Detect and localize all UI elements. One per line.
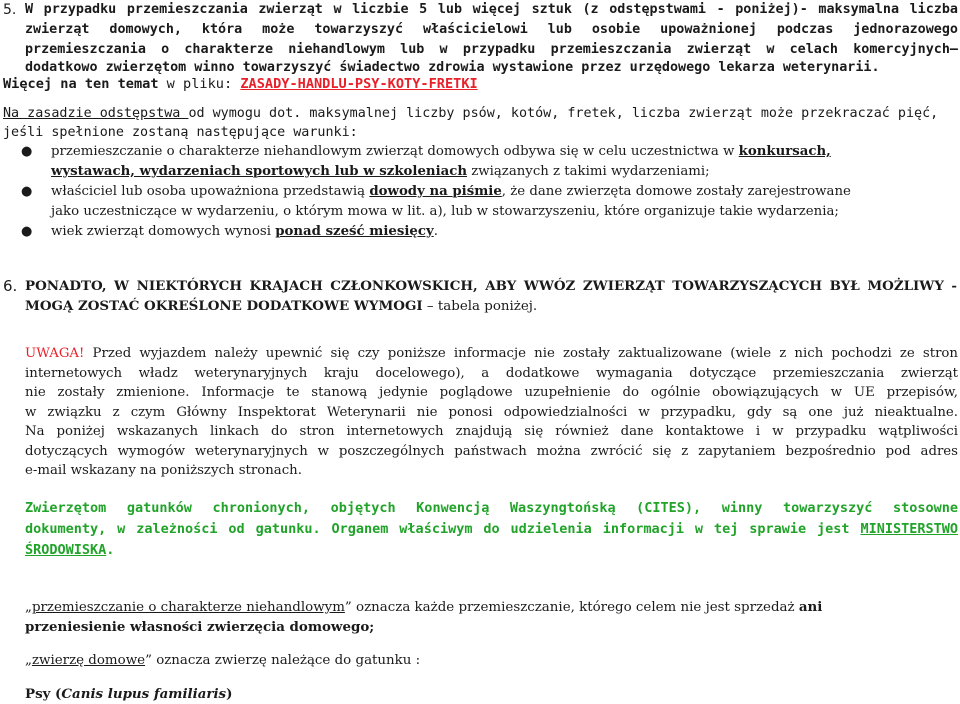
list-item-text-post: , że dane zwierzęta domowe zostały zarejestrowane <box>501 184 851 199</box>
definition-term: przemieszczanie o charakterze niehandlowym <box>31 600 345 615</box>
list-item-text <box>51 182 911 221</box>
ministry-link-part-2[interactable]: ŚRODOWISKA <box>25 542 107 558</box>
species-dogs <box>25 684 958 704</box>
warning-label: UWAGA! <box>25 346 85 361</box>
item-5-line-2: zwierząt domowych, która może towarzyszyć właścicielowi lub osobie upoważnionej podczas jednorazowego <box>25 22 958 37</box>
item-6-line-2 <box>25 296 957 317</box>
cites-line-3 <box>25 540 958 561</box>
list-item-text <box>51 222 911 242</box>
open-quote: „ <box>25 600 32 615</box>
list-item-text-post: związanych z takimi wydarzeniami; <box>467 163 710 179</box>
more-info-line <box>3 76 478 92</box>
list-item-emphasis: konkursach, <box>738 144 831 159</box>
list-item-emphasis: wystawach, wydarzeniach sportowych lub w szkoleniach <box>51 163 468 179</box>
warning-line-5: Na poniżej wskazanych linkach do stron internetowych znajdują się również dane kontaktowe i w przypadku wątpliwości <box>25 424 958 439</box>
list-item-text <box>51 142 911 181</box>
cites-line-1: Zwierzętom gatunków chronionych, objętych Konwencją Waszyngtońską (CITES), winny towarzyszyć stosowne <box>25 500 958 516</box>
exception-underlined: Na zasadzie odstępstwa <box>3 106 189 121</box>
definition-term: zwierzę domowe <box>31 653 146 668</box>
cites-line-2 <box>25 519 958 540</box>
species-latin-name: Canis lupus familiaris <box>61 686 227 702</box>
cites-line-3-tail: . <box>106 542 115 558</box>
definition-text: oznacza każde przemieszczanie, którego celem nie jest sprzedaż <box>351 600 799 615</box>
list-item-text-pre: wiek zwierząt domowych wynosi <box>51 224 276 239</box>
warning-line-2: internetowych władz weterynaryjnych kraju docelowego), a dodatkowe wymagania dotyczące przemieszczania zwierząt <box>25 365 958 381</box>
list-item-emphasis: dowody na piśmie <box>369 184 502 199</box>
item-6-rest: – tabela poniżej. <box>422 299 538 314</box>
bullet-icon: ● <box>21 224 33 239</box>
open-quote: „ <box>25 653 32 668</box>
warning-line-6: dotyczących wymogów weterynaryjnych w poszczególnych państwach można zwrócić się z zapytaniem bezpośrednio pod adres <box>25 443 958 459</box>
bullet-icon: ● <box>21 144 33 159</box>
warning-line-1 <box>25 344 958 364</box>
definition-pet <box>25 651 958 671</box>
more-info-prefix: Więcej na ten temat <box>3 76 159 92</box>
more-info-middle: w pliku: <box>158 76 241 92</box>
item-5-line-4: dodatkowo zwierzętom winno towarzyszyć świadectwo zdrowia wystawione przez urzędowego lekarza weterynarii. <box>25 60 880 75</box>
warning-line-7: e-mail wskazany na poniższych stronach. <box>25 463 302 478</box>
warning-line-3: nie zostały zmienione. Informacje te stanową jedynie poglądowe uzupełnienie do ogólnie obowiązujących w UE przepisów, <box>25 385 958 400</box>
exception-rest: od wymogu dot. maksymalnej liczby psów, kotów, fretek, liczba zwierząt może przekraczać pięć, <box>188 106 939 121</box>
definition-noncommercial-line-2: przeniesienie własności zwierzęcia domowego; <box>25 619 375 635</box>
item-6-emphasis: MOGĄ ZOSTAĆ OKREŚLONE DODATKOWE WYMOGI <box>25 298 423 314</box>
species-prefix: Psy ( <box>25 686 62 702</box>
list-item-text-post: . <box>433 224 438 239</box>
item-6-number: 6. <box>3 277 18 295</box>
ministry-link-part-1[interactable]: MINISTERSTWO <box>860 521 958 537</box>
definition-noncommercial <box>25 597 958 618</box>
item-5-number: 5. <box>3 2 17 18</box>
bullet-icon: ● <box>21 184 33 199</box>
definition-emphasis: ani <box>798 599 823 615</box>
more-info-link[interactable]: ZASADY-HANDLU-PSY-KOTY-FRETKI <box>240 76 478 92</box>
warning-line-4: w związku z czym Główny Inspektorat Weterynarii nie ponosi odpowiedzialności w przypadku, gdy są one już nieaktualne. <box>25 404 958 420</box>
item-5-line-1: W przypadku przemieszczania zwierząt w liczbie 5 lub więcej sztuk (z odstępstwami - poniżej)- maksymalna liczba <box>25 2 958 17</box>
list-item-text-pre: właściciel lub osoba upoważniona przedstawią <box>51 184 370 199</box>
species-suffix: ) <box>226 686 233 702</box>
exception-line-1 <box>3 104 957 124</box>
list-item-text-pre: przemieszczanie o charakterze niehandlowym zwierząt domowych odbywa się w celu uczestnictwa w <box>51 144 739 159</box>
item-6-line-1: PONADTO, W NIEKTÓRYCH KRAJACH CZŁONKOWSKICH, ABY WWÓZ ZWIERZĄT TOWARZYSZĄCYCH BYŁ MOŻLIWY - <box>25 278 957 294</box>
warning-text: Przed wyjazdem należy upewnić się czy poniższe informacje nie zostały zaktualizowane (wiele z nich pochodzi ze stron <box>84 346 958 361</box>
list-item-emphasis: ponad sześć miesięcy <box>275 224 434 239</box>
definition-text: oznacza zwierzę należące do gatunku : <box>151 653 421 668</box>
cites-line-2-text: dokumenty, w zależności od gatunku. Organem właściwym do udzielenia informacji w tej sprawie jest <box>25 521 861 537</box>
item-5-line-3: przemieszczania o charakterze niehandlowym lub w przypadku przemieszczania zwierząt w celach komercyjnych– <box>25 42 958 57</box>
exception-line-2: jeśli spełnione zostaną następujące warunki: <box>3 125 358 140</box>
close-quote: ” <box>344 600 352 615</box>
list-item-text-line-2: jako uczestniczące w wydarzeniu, o którym mowa w lit. a), lub w stowarzyszeniu, które organizuje takie wydarzenia; <box>51 203 839 219</box>
close-quote: ” <box>145 653 152 668</box>
